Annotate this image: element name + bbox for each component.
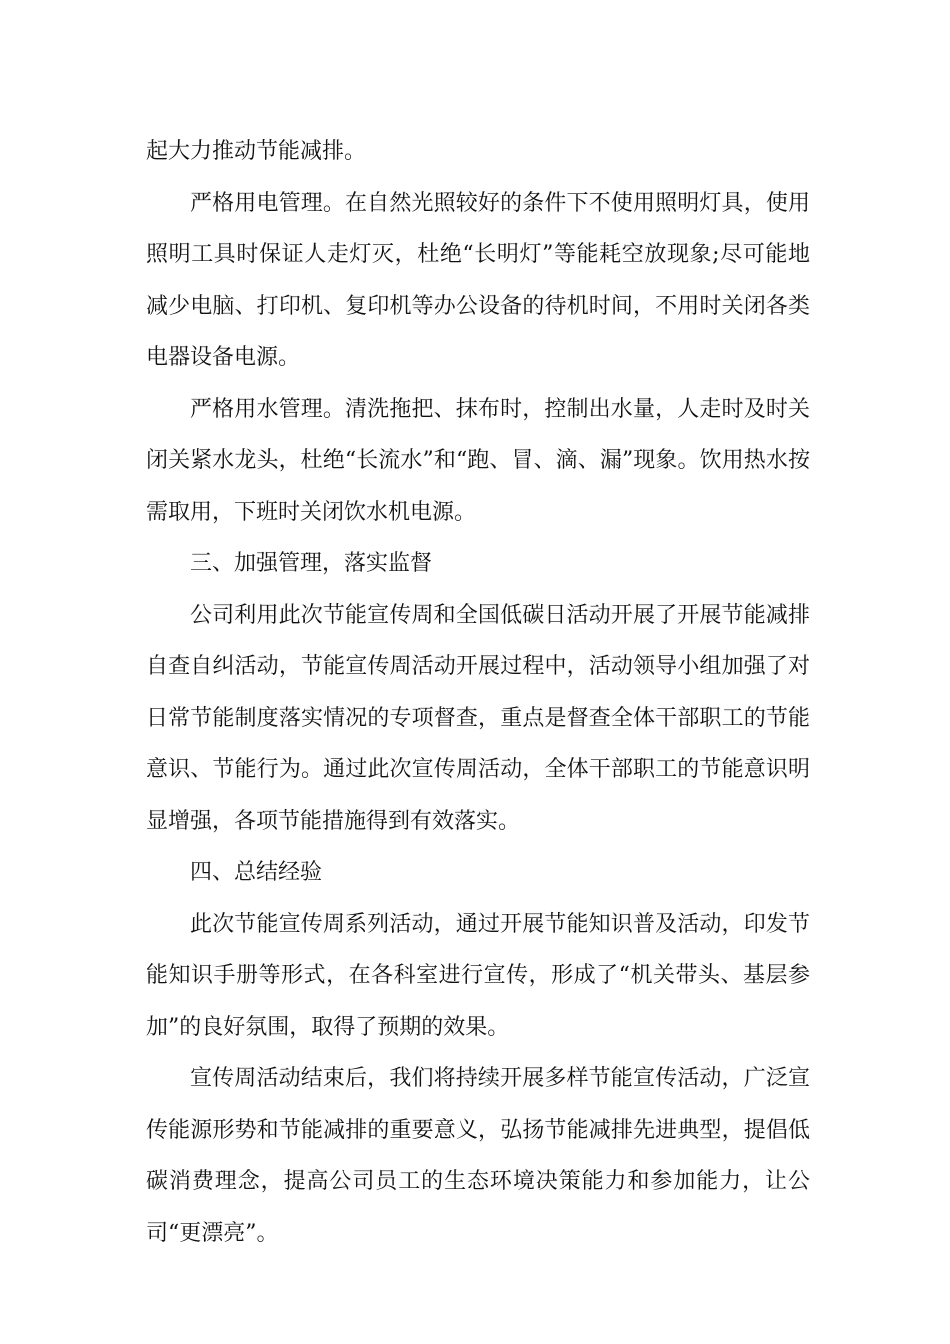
document-body (146, 126, 810, 1259)
paragraph-continuation: 起大力推动节能减排。 (146, 139, 367, 164)
paragraph-summary: 此次节能宣传周系列活动，通过开展节能知识普及活动，印发节能知识手册等形式，在各科室进行宣传，形成了“机关带头、基层参加”的良好氛围，取得了预期的效果。 (146, 911, 810, 1040)
paragraph-water-management: 严格用水管理。清洗拖把、抹布时，控制出水量，人走时及时关闭关紧水龙头，杜绝“长流水”和“跑、冒、滴、漏”现象。饮用热水按需取用，下班时关闭饮水机电源。 (146, 396, 810, 525)
paragraph-future-plans: 宣传周活动结束后，我们将持续开展多样节能宣传活动，广泛宣传能源形势和节能减排的重要意义，弘扬节能减排先进典型，提倡低碳消费理念，提高公司员工的生态环境决策能力和参加能力，让公司“更漂亮”。 (146, 1066, 810, 1246)
paragraph-electricity-management: 严格用电管理。在自然光照较好的条件下不使用照明灯具，使用照明工具时保证人走灯灭，杜绝“长明灯”等能耗空放现象;尽可能地减少电脑、打印机、复印机等办公设备的待机时间，不用时关闭各类电器设备电源。 (146, 190, 810, 370)
paragraph-self-inspection: 公司利用此次节能宣传周和全国低碳日活动开展了开展节能减排自查自纠活动，节能宣传周活动开展过程中，活动领导小组加强了对日常节能制度落实情况的专项督查，重点是督查全体干部职工的节能意识、节能行为。通过此次宣传周活动，全体干部职工的节能意识明显增强，各项节能措施得到有效落实。 (146, 602, 810, 834)
section-heading-summary: 四、总结经验 (190, 860, 323, 885)
section-heading-strengthen-management: 三、加强管理，落实监督 (190, 551, 433, 576)
